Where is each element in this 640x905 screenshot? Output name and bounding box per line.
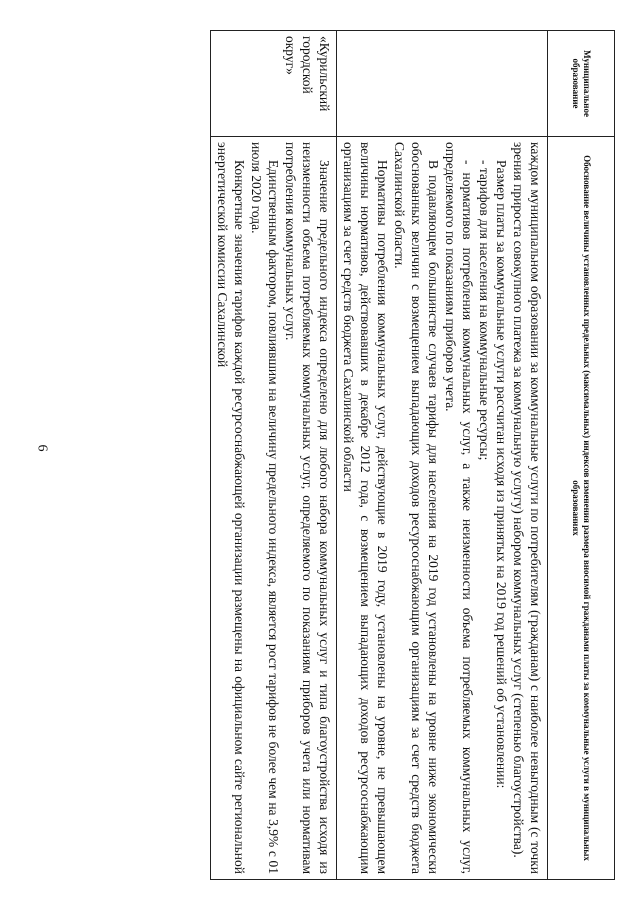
header-justification: Обоснование величины установленных предельных (максимальных) индексов изменения размера вносимой гражданами платы за коммунальные услуги в муниципальных образованиях bbox=[548, 137, 615, 880]
table-header-row bbox=[548, 31, 615, 880]
row-municipality bbox=[337, 31, 548, 137]
list-item: - тарифов для населения на коммунальные ресурсы; bbox=[477, 160, 492, 461]
row-justification bbox=[337, 137, 548, 880]
paragraph: Нормативы потребления коммунальных услуг, действующие в 2019 году, установлены на уровне, не превышающем величины нормативов, действовавших в декабре 2012 года, с возмещением выпадающих доходов ресурсоснабжающим организациям за счет средств бюджета Сахалинской области bbox=[341, 142, 390, 874]
paragraph: Единственным фактором, повлиявшим на величину предельного индекса, является рост тарифов не более чем на 3,9% с 01 июля 2020 года. bbox=[249, 142, 281, 874]
list-item: - нормативов потребления коммунальных услуг, а также неизменности объема потребляемых коммунальных услуг, определяемого по показаниям приборов учета. bbox=[443, 142, 475, 874]
paragraph: каждом муниципальном образовании за коммунальные услуги по потребителям (гражданам) с наиболее невыгодным (с точки зрения прироста совокупного платежа за коммунальную услугу) набором коммунальных услуг (степенью благоустройства). bbox=[511, 142, 543, 874]
index-justification-table bbox=[210, 30, 615, 880]
table-row bbox=[211, 31, 337, 880]
table-row bbox=[337, 31, 548, 880]
paragraph: Размер платы за коммунальные услуги рассчитан исходя из принятых на 2019 год решений об установлении: bbox=[494, 160, 509, 789]
header-municipality: Муниципальное образование bbox=[548, 31, 615, 137]
paragraph: В подавляющем большинстве случаев тарифы для населения на 2019 год установлены на уровне ниже экономически обоснованных величин с возмещением выпадающих доходов ресурсоснабжающим организациям за счет средств бюджета Сахалинской области. bbox=[392, 142, 441, 874]
paragraph: Конкретные значения тарифов каждой ресурсоснабжающей организации размещены на официальном сайте региональной энергетической комиссии Сахалинской bbox=[215, 142, 247, 874]
paragraph: Значение предельного индекса определено для любого набора коммунальных услуг и типа благоустройства исходя из неизменности объема потребляемых коммунальных услуг, определяемого по показаниям приборов учета или нормативам потребления коммунальных услуг. bbox=[283, 142, 332, 874]
page-number: 6 bbox=[34, 444, 50, 452]
row-justification bbox=[211, 137, 337, 880]
row-municipality: «Курильский городской округ» bbox=[211, 31, 337, 137]
rotated-table-area bbox=[55, 30, 615, 880]
